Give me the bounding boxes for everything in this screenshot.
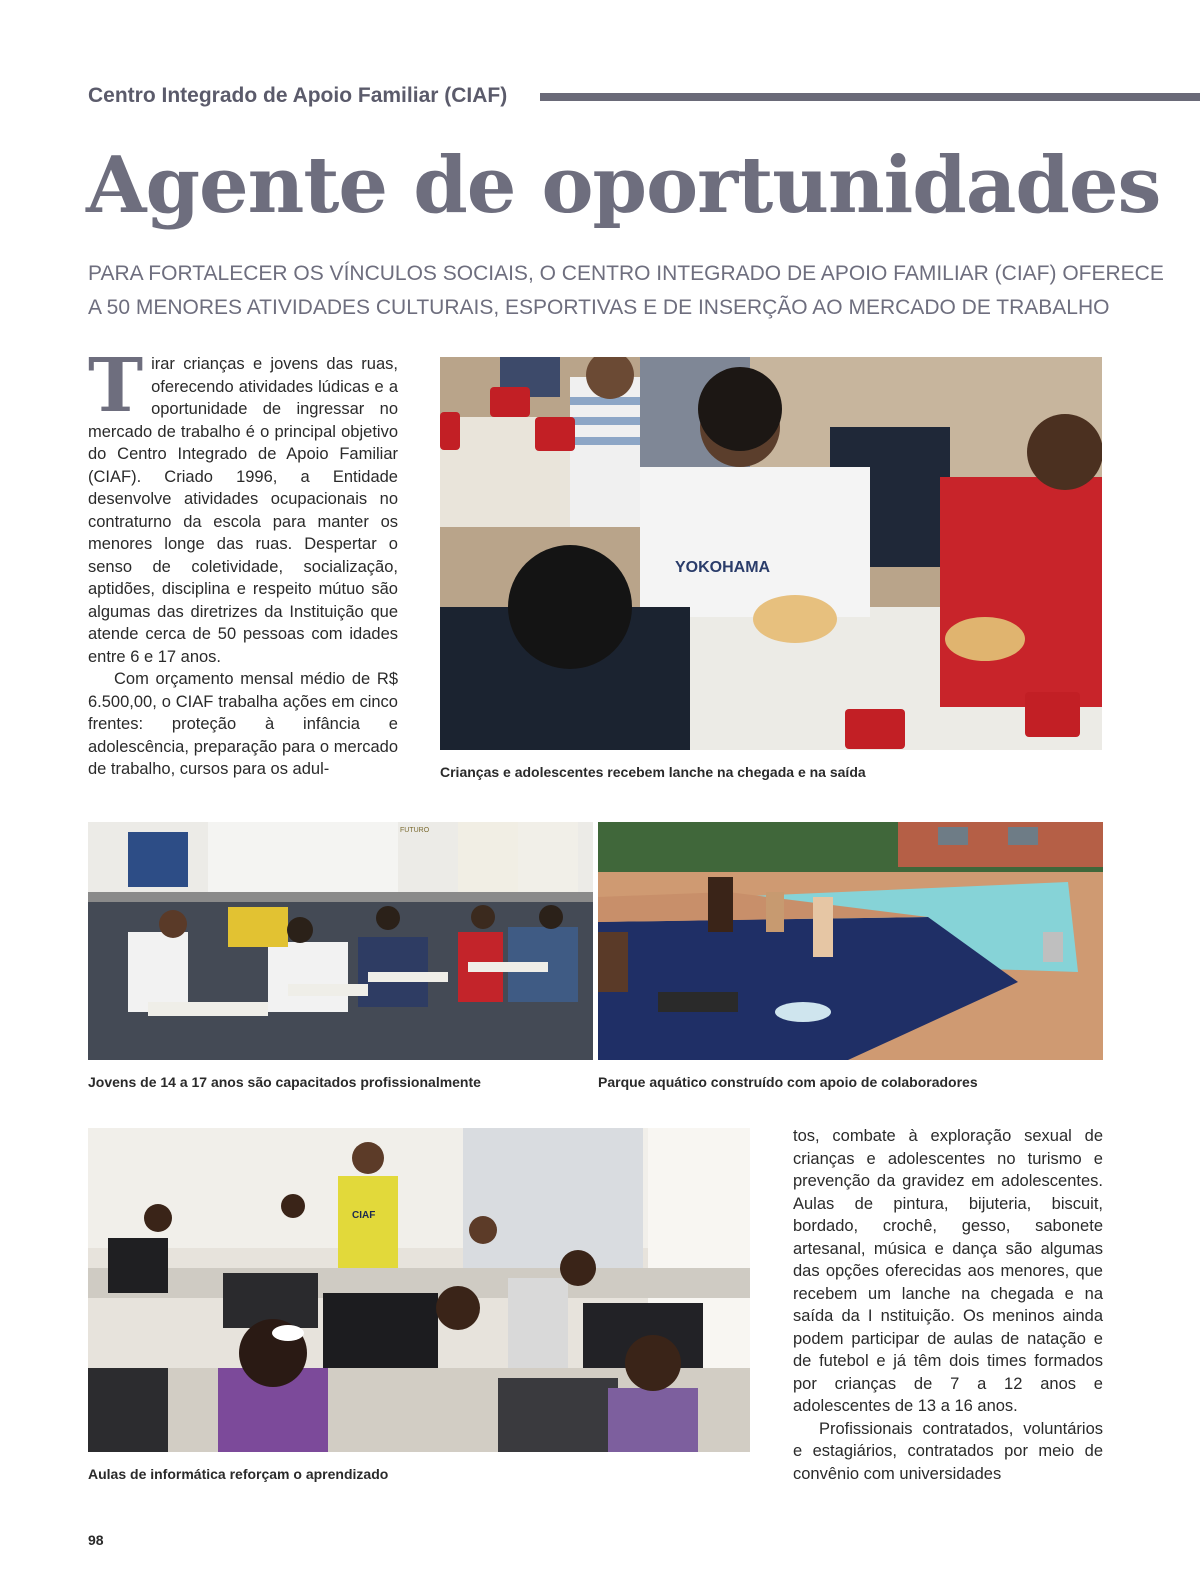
drop-cap: T [88, 343, 144, 429]
caption-pool: Parque aquático construído com apoio de colaboradores [598, 1074, 978, 1090]
deck [88, 257, 1164, 325]
photo-classroom-illustration [88, 822, 593, 1060]
photo-computer-illustration [88, 1128, 750, 1452]
photo-lunch-illustration [440, 357, 1102, 750]
poster-lettering: FUTURO [400, 827, 430, 834]
article-paragraph: tos, combate à exploração sexual de crianças e adolescentes no turismo e prevenção da gravidez em adolescentes. Aulas de pintura, bijuteria, biscuit, bordado, crochê, gesso, sabonete artesanal, música e dança são algumas das opções oferecidas aos menores, que recebem um lanche na chegada e na saída da I nstituição. Os meninos ainda podem participar de aulas de natação e de futebol e já têm dois times formados por crianças de 7 a 12 anos e adolescentes de 13 a 16 anos. [793, 1127, 1103, 1415]
caption-classroom: Jovens de 14 a 17 anos são capacitados profissionalmente [88, 1074, 481, 1090]
photo-computer-lab [88, 1128, 750, 1452]
caption-computer-lab: Aulas de informática reforçam o aprendizado [88, 1466, 389, 1482]
photo-pool [598, 822, 1103, 1060]
photo-pool-illustration [598, 822, 1103, 1060]
shirt-lettering: YOKOHAMA [675, 559, 771, 576]
shirt-lettering: CIAF [352, 1210, 376, 1221]
article-paragraph [88, 343, 398, 668]
deck-line: PARA FORTALECER OS VÍNCULOS SOCIAIS, O CENTRO INTEGRADO DE APOIO FAMILIAR (CIAF) OFERECE [88, 262, 1164, 285]
article-paragraph: Profissionais contratados, voluntários e estagiários, contratados por meio de convênio com universidades [793, 1419, 1103, 1483]
headline: Agente de oportunidades [86, 140, 1161, 231]
photo-classroom [88, 822, 593, 1060]
article-paragraph: Com orçamento mensal médio de R$ 6.500,00, o CIAF trabalha ações em cinco frentes: proteção à infância e adolescência, preparação para o mercado de trabalho, cursos para os adul- [88, 670, 398, 778]
caption-lunch: Crianças e adolescentes recebem lanche na chegada e na saída [440, 764, 866, 780]
paragraph-text: irar crianças e jovens das ruas, oferecendo atividades lúdicas e a oportunidade de ingressar no mercado de trabalho é o principal objetivo do Centro Integrado de Apoio Familiar (CIAF). Criado 1996, a Entidade desenvolve atividades ocupacionais no contraturno da escola para manter os menores longe das ruas. Despertar o senso de coletividade, socialização, aptidões, disciplina e respeito mútuo são algumas das diretrizes da Instituição que atende cerca de 50 pessoas com idades entre 6 e 17 anos. [88, 355, 398, 666]
article-column-right [793, 1125, 1103, 1485]
page-number: 98 [88, 1532, 104, 1548]
article-column-left [88, 343, 398, 781]
photo-lunch [440, 357, 1102, 750]
section-rule [540, 93, 1200, 101]
section-label: Centro Integrado de Apoio Familiar (CIAF) [88, 84, 508, 107]
deck-line: A 50 MENORES ATIVIDADES CULTURAIS, ESPORTIVAS E DE INSERÇÃO AO MERCADO DE TRABALHO [88, 296, 1110, 319]
